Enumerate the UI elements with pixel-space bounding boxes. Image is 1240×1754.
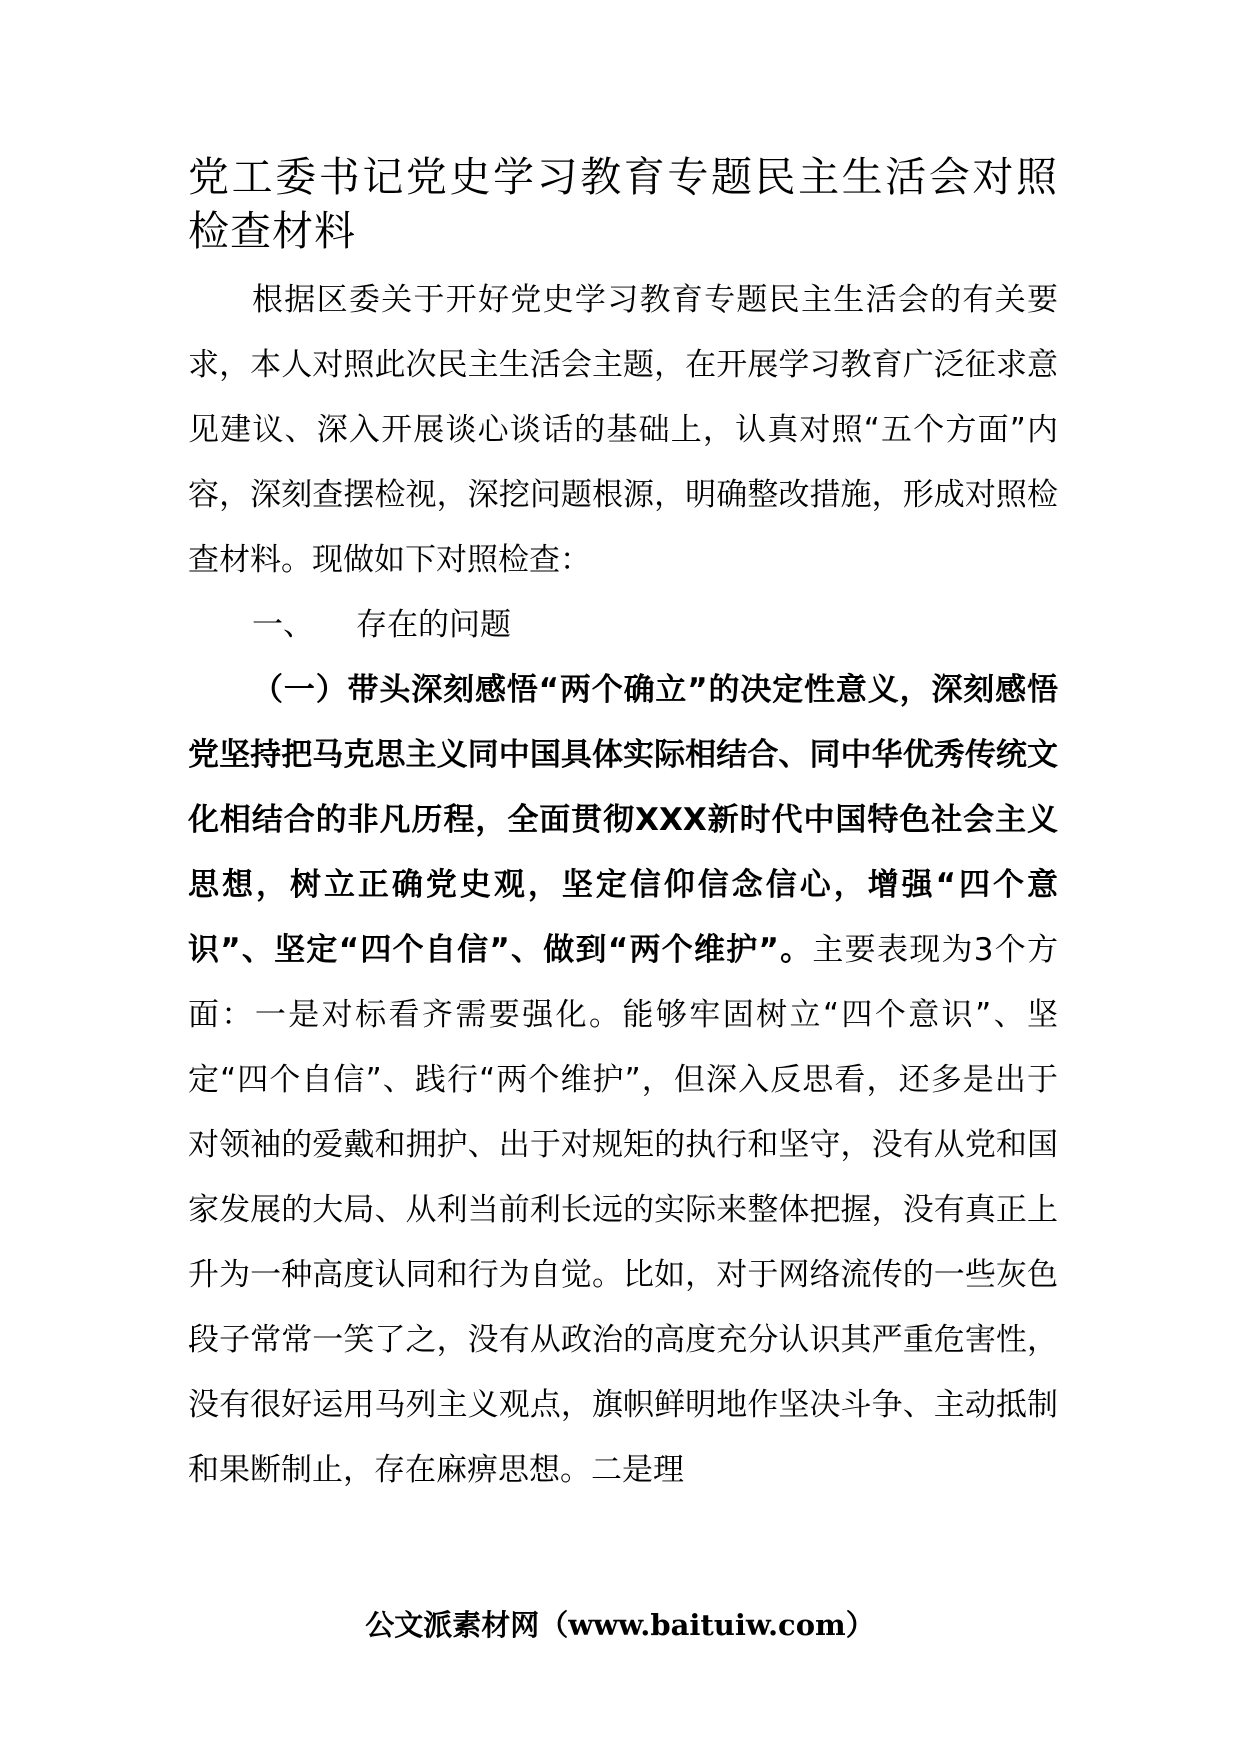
section-number: 一、 — [252, 607, 314, 643]
footer-watermark: 公文派素材网（www.baituiw.com） — [365, 1608, 875, 1642]
section-heading — [188, 593, 1058, 658]
item-body: 主要表现为3个方面：一是对标看齐需要强化。能够牢固树立“四个意识”、坚定“四个自信”、践行“两个维护”，但深入反思看，还多是出于对领袖的爱戴和拥护、出于对规矩的执行和坚守，没有从党和国家发展的大局、从利当前利长远的实际来整体把握，没有真正上升为一种高度认同和行为自觉。比如，对于网络流传的一些灰色段子常常一笑了之，没有从政治的高度充分认识其严重危害性，没有很好运用马列主义观点，旗帜鲜明地作坚决斗争、主动抵制和果断制止，存在麻痹思想。二是理 — [188, 932, 1058, 1488]
item-paragraph — [188, 658, 1058, 1503]
intro-paragraph: 根据区委关于开好党史学习教育专题民主生活会的有关要求，本人对照此次民主生活会主题，在开展学习教育广泛征求意见建议、深入开展谈心谈话的基础上，认真对照“五个方面”内容，深刻查摆检视，深挖问题根源，明确整改措施，形成对照检查材料。现做如下对照检查： — [188, 282, 1058, 578]
document-page — [188, 150, 1058, 1503]
item-bold-heading: （一）带头深刻感悟“两个确立”的决定性意义，深刻感悟党坚持把马克思主义同中国具体实际相结合、同中华优秀传统文化相结合的非凡历程，全面贯彻XXX新时代中国特色社会主义思想，树立正确党史观，坚定信仰信念信心，增强“四个意识”、坚定“四个自信”、做到“两个维护”。 — [188, 672, 1058, 968]
section-title: 存在的问题 — [356, 607, 511, 643]
document-title: 党工委书记党史学习教育专题民主生活会对照检查材料 — [188, 153, 1058, 255]
